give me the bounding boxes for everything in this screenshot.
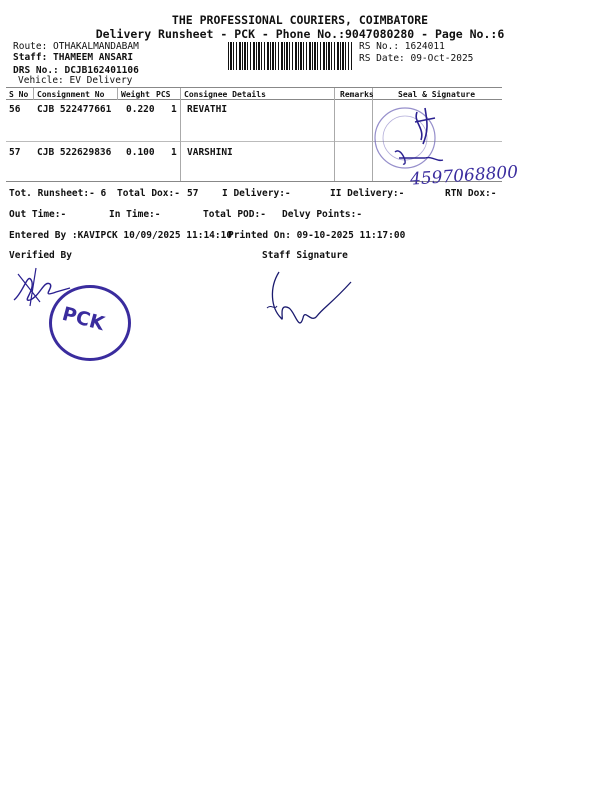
staff-signature-icon [265,268,365,338]
row1-consignment: CJB 522477661 [37,104,112,115]
row1-weight: 0.220 [126,104,155,115]
row1-consignee: REVATHI [187,104,228,115]
runsheet-subtitle: Delivery Runsheet - PCK - Phone No.:9047080280 - Page No.:6 [95,27,505,41]
table-top-rule [6,87,502,88]
col-divider [33,88,34,100]
total-dox-label: Total Dox:- [117,188,180,199]
staff-label: Staff: THAMEEM ANSARI [13,52,134,63]
row2-consignee: VARSHINI [187,147,233,158]
staff-signature-label: Staff Signature [262,250,348,261]
row1-pcs: 1 [171,104,177,115]
total-pod: Total POD:- [203,209,266,220]
verified-by-label: Verified By [9,250,72,261]
printed-on: Printed On: 09-10-2025 11:17:00 [228,230,406,241]
drs-number: DRS No.: DCJB162401106 [13,65,139,76]
i-delivery: I Delivery:- [222,188,291,199]
col-header-consignee: Consignee Details [184,90,266,99]
in-time: In Time:- [109,209,161,220]
pck-stamp-text: PCK [59,302,107,336]
total-dox-value: 57 [187,188,199,199]
row2-pcs: 1 [171,147,177,158]
col-header-weight: Weight [121,90,150,99]
col-header-seal: Seal & Signature [398,90,476,99]
entered-by: Entered By :KAVIPCK 10/09/2025 11:14:10 [9,230,233,241]
col-header-sno: S No [9,90,29,99]
row2-sno: 57 [9,147,21,158]
col-divider [334,88,335,181]
tot-runsheet: Tot. Runsheet:- 6 [9,188,107,199]
delvy-points: Delvy Points:- [282,209,363,220]
col-divider [117,88,118,100]
rs-number: RS No.: 1624011 [359,41,445,52]
row2-weight: 0.100 [126,147,155,158]
company-title: THE PROFESSIONAL COURIERS, COIMBATORE [171,13,429,27]
rs-date: RS Date: 09-Oct-2025 [359,53,474,64]
col-header-consignment: Consignment No [37,90,105,99]
rtn-dox: RTN Dox:- [445,188,497,199]
col-header-remarks: Remarks [340,90,374,99]
out-time: Out Time:- [9,209,67,220]
col-header-pcs: PCS [156,90,171,99]
route-label: Route: OTHAKALMANDABAM [13,41,139,52]
row1-sno: 56 [9,104,21,115]
barcode [228,42,352,70]
row2-consignment: CJB 522629836 [37,147,112,158]
ii-delivery: II Delivery:- [330,188,405,199]
handwritten-phone: 4597068800 [409,162,519,190]
col-divider [180,88,181,181]
vehicle-label: Vehicle: EV Delivery [18,75,133,86]
